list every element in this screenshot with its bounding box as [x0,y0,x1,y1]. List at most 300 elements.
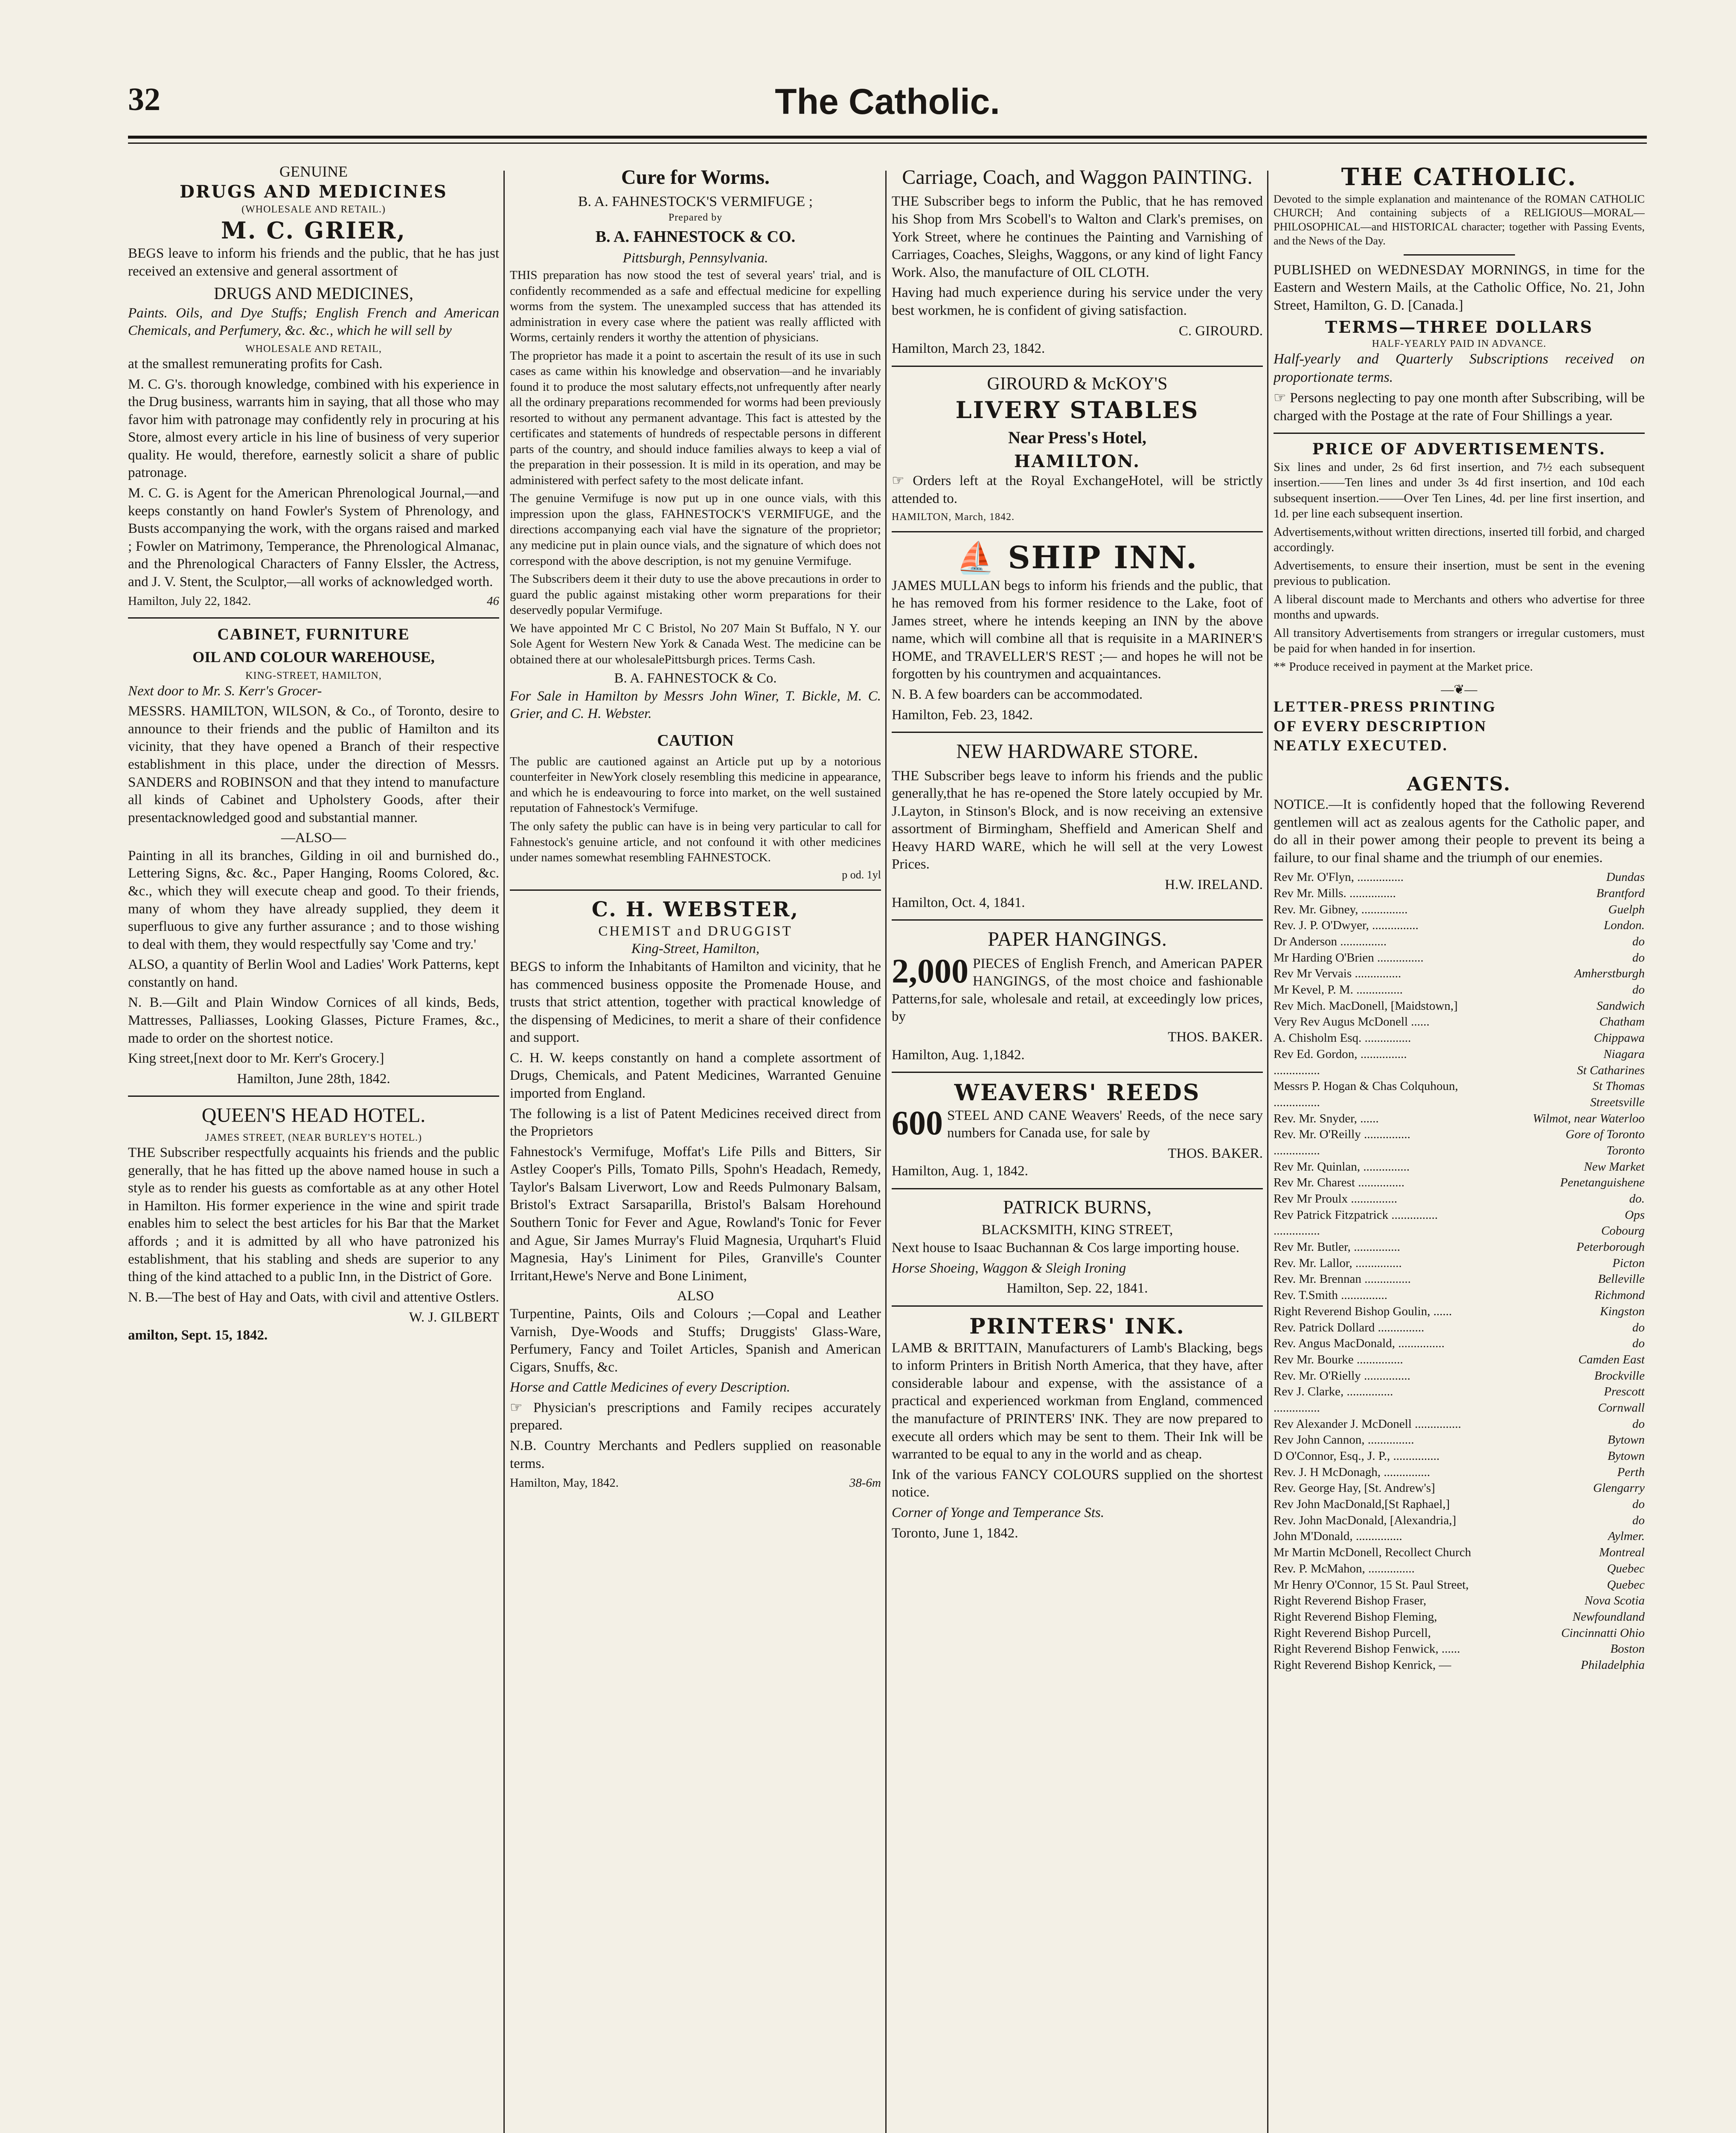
agent-name: Dr Anderson ............... [1274,935,1387,949]
agent-name: Rev. T.Smith ............... [1274,1288,1387,1302]
ad-patrick-burns [892,1195,1263,1298]
ad-paragraph: The proprietor has made it a point to ascertain the result of its use in such cases as came within his knowledge and observation—and he invariably found it to produce the most salutary effects,not unfrequently after nearly all the ordinary preparations recommended for worms had been previously resorted to without any permanent advantage. This fact is attested by the certificates and statements of hundreds of respectable persons in different parts of the country, and should induce families always to keep a vial of the preparation in their possession. It is mild in its operation, and may be administered with perfect safety to the most delicate infant. [510,349,881,487]
column-3 [892,162,1263,2133]
agent-name: Rev Alexander J. McDonell ............... [1274,1417,1461,1431]
agent-name: Right Reverend Bishop Fraser, [1274,1594,1427,1608]
separator [892,1188,1263,1189]
agent-name: Messrs P. Hogan & Chas Colquhoun, [1274,1079,1458,1093]
agent-row [1274,1609,1645,1625]
ad-paragraph: Horse Shoeing, Waggon & Sleigh Ironing [892,1260,1126,1276]
ad-paragraph: A liberal discount made to Merchants and others who advertise for three months and upwards. [1274,592,1645,622]
ad-text: Orders left at the Royal ExchangeHotel, will be strictly attended to. [892,473,1263,506]
agent-place: Penetanguishene [1560,1176,1645,1190]
ad-paragraph: Horse and Cattle Medicines of every Description. [510,1380,791,1395]
ad-terms: TERMS—THREE DOLLARS [1325,317,1594,337]
separator [1274,433,1645,434]
agent-row [1274,1030,1645,1046]
agent-place: do. [1629,1192,1645,1206]
agent-name: Mr Harding O'Brien ............... [1274,950,1424,965]
ad-queens-head [128,1103,499,1344]
column-4 [1274,162,1645,2133]
agent-row [1274,1400,1645,1416]
agent-name: Rev Mr. O'Flyn, ............... [1274,870,1404,884]
agent-place: Toronto [1606,1143,1645,1157]
agent-place: Dundas [1606,870,1645,884]
agent-row [1274,1625,1645,1642]
agent-name: ............... [1274,1224,1320,1238]
agent-row [1274,1448,1645,1465]
agent-name: D O'Connor, Esq., J. P., ............... [1274,1449,1440,1463]
agent-row [1274,1416,1645,1433]
agent-name: Right Reverend Bishop Fenwick, ...... [1274,1642,1460,1656]
agent-name: ............... [1274,1095,1320,1109]
ad-paragraph: The public are cautioned against an Article put up by a notorious counterfeiter in NewYork closely resembling this medicine in appearance, and which he is endeavouring to force into market, on the well sustained reputation of Fahnestock's Vermifuge. [510,754,881,815]
agent-place: do [1632,1320,1645,1334]
ad-paragraph: Having had much experience during his service under the very best workmen, he is confident of giving satisfaction. [892,285,1263,318]
ad-paragraph [892,952,1263,1026]
pointing-hand-icon: ☞ [510,1400,534,1415]
agent-row [1274,1480,1645,1497]
agent-row [1274,1239,1645,1255]
agent-row [1274,1078,1645,1095]
agent-place: Bytown [1608,1433,1645,1447]
agent-row [1274,902,1645,918]
ad-webster [510,897,881,1491]
agent-name: Rev John Cannon, ............... [1274,1433,1414,1447]
ad-title: PATRICK BURNS, [1003,1196,1152,1218]
ad-paragraph: M. C. G's. thorough knowledge, combined with his experience in the Drug business, warrants him in saying, that all those who may favor him with patronage may confidently rely in procuring at his Store, almost every article in his line of business of very superior quality. He would, therefore, earnestly solicit a share of public patronage. [128,376,499,481]
ad-paragraph: DRUGS AND MEDICINES, [214,284,413,303]
ad-weavers-reeds [892,1079,1263,1180]
ad-paragraph: All transitory Advertisements from strangers or irregular customers, must be paid for when handed in for insertion. [1274,626,1645,656]
ad-date: Hamilton, Aug. 1, 1842. [892,1163,1028,1179]
ad-paragraph: N. B.—Gilt and Plain Window Cornices of all kinds, Beds, Mattresses, Palliasses, Looking Glasses, Picture Frames, &c., made to order on the shortest notice. [128,995,499,1046]
ad-paragraph: For Sale in Hamilton by Messrs John Winer, T. Bickle, M. C. Grier, and C. H. Webster. [510,688,881,722]
ad-title: LETTER-PRESS PRINTING [1274,698,1497,715]
ad-title: CAUTION [657,732,734,750]
agent-name: Rev. Mr. O'Rielly ............... [1274,1369,1410,1383]
column-divider [885,171,887,2133]
ad-paragraph: THE Subscriber begs to inform the Public, that he has removed his Shop from Mrs Scobell's to Walton and Clark's premises, on York Street, where he continues the Painting and Varnishing of Carriages, Coaches, Sleighs, Waggons, or any kind of light Fancy Work. Also, the manufacture of OIL CLOTH. [892,194,1263,280]
agent-name: Rev. Patrick Dollard ............... [1274,1320,1425,1334]
agent-place: Quebec [1607,1578,1645,1592]
masthead [128,81,1647,128]
agent-row [1274,950,1645,966]
ad-paragraph [892,1104,1263,1142]
agent-place: Ops [1625,1208,1645,1222]
ad-date: Hamilton, June 28th, 1842. [237,1071,390,1087]
agent-row [1274,998,1645,1014]
agent-place: Glengarry [1593,1481,1645,1495]
ad-paragraph: Fahnestock's Vermifuge, Moffat's Life Pills and Bitters, Sir Astley Cooper's Pills, Tomato Pills, Spohn's Headach, Remedy, Taylor's Balsam Liverwort, Low and Reeds Pulmonary Balsam, Bristol's Extract Sarsaparilla, Bristol's Balsam Horehound Southern Tonic for Fever and Ague, Rowland's Tonic for Fever and Ague, Sir James Murray's Fluid Magnesia, Urquhart's Fluid Magnesia, Hay's Liniment for Piles, Granville's Counter Irritant,Hewe's Nerve and Bone Liniment, [510,1144,881,1284]
column-1 [128,162,499,2133]
agent-name: ............... [1274,1401,1320,1415]
ad-signature: W. J. GILBERT [409,1310,499,1325]
agent-place: Nova Scotia [1585,1594,1645,1608]
ad-title: C. H. WEBSTER, [591,898,800,922]
ad-date: Hamilton, Oct. 4, 1841. [892,895,1025,910]
agent-name: Rev. Mr. O'Reilly ............... [1274,1128,1410,1142]
ad-kicker: GENUINE [279,163,348,180]
ad-title: NEW HARDWARE STORE. [956,740,1198,763]
ad-title: PRINTERS' INK. [969,1313,1185,1339]
ad-terms: HALF-YEARLY PAID IN ADVANCE. [1372,338,1547,350]
agent-place: Bytown [1608,1449,1645,1463]
page-number: 32 [128,81,160,117]
paper-info [1274,162,1645,425]
agent-row [1274,1352,1645,1368]
agent-row [1274,1545,1645,1561]
agent-place: Prescott [1604,1385,1645,1399]
agent-place: Chatham [1599,1015,1645,1029]
ad-paragraph: JAMES MULLAN begs to inform his friends and the public, that he has removed from his former residence to the Lake, foot of James street, where he intends keeping an INN by the above name, which will combine all that is requisite in a MARINER'S HOME, and TRAVELLER'S REST ;— and hopes he will not be forgotten by his countrymen and acquaintances. [892,578,1263,682]
ad-title: PAPER HANGINGS. [988,928,1167,951]
ad-title: LIVERY STABLES [955,396,1199,424]
agent-row [1274,1641,1645,1657]
ad-signature: B. A. FAHNESTOCK & Co. [614,671,777,686]
agent-place: Wilmot, near Waterloo [1532,1111,1645,1125]
agent-name: Rev. Mr. Gibney, ............... [1274,902,1408,916]
separator [1404,254,1515,256]
agent-place: Aylmer. [1608,1529,1645,1543]
agent-name: Rev. Mr. Lallor, ............... [1274,1256,1402,1270]
ad-paragraph: The genuine Vermifuge is now put up in one ounce vials, with this impression upon the glass, FAHNESTOCK'S VERMIFUGE, and the directions accompanying each vial have the signature of the proprietor; any medicine put in plain ounce vials, and the signature of which does not correspond with the above description, is not my genuine Vermifuge. [510,491,881,568]
ad-title-text: SHIP INN. [1008,539,1198,575]
ad-paragraph: King street,[next door to Mr. Kerr's Grocery.] [128,1051,384,1066]
agent-row [1274,934,1645,950]
agent-place: do [1632,935,1645,949]
ad-date: Toronto, June 1, 1842. [892,1525,1018,1541]
agent-place: Camden East [1578,1352,1645,1366]
ad-subtitle: CHEMIST and DRUGGIST [598,923,793,939]
agent-place: Montreal [1599,1546,1645,1560]
ad-livery [892,373,1263,523]
ad-paragraph: Turpentine, Paints, Oils and Colours ;—Copal and Leather Varnish, Dye-Woods and Stuffs; Druggists' Glass-Ware, Perfumery, Fancy and Toilet Articles, Spanish and American Cigars, Snuffs, &c. [510,1306,881,1375]
ad-date: Hamilton, March 23, 1842. [892,341,1045,357]
agent-row [1274,1384,1645,1400]
agent-place: Kingston [1600,1304,1645,1318]
ad-paragraph: ALSO, a quantity of Berlin Wool and Ladies' Work Patterns, kept constantly on hand. [128,957,499,990]
ad-paragraph: —ALSO— [281,830,346,846]
agent-name: Right Reverend Bishop Kenrick, — [1274,1658,1451,1672]
ad-paragraph: Advertisements,without written directions, inserted till forbid, and charged accordingly. [1274,525,1645,555]
ad-signature: THOS. BAKER. [1168,1029,1263,1045]
agent-place: Sandwich [1596,999,1645,1013]
agent-place: Quebec [1607,1561,1645,1575]
ad-title: WEAVERS' REEDS [954,1080,1201,1106]
agent-name: Mr Henry O'Connor, 15 St. Paul Street, [1274,1578,1469,1592]
ad-title: Carriage, Coach, and Waggon PAINTING. [902,166,1253,189]
ad-cabinet [128,625,499,1088]
agent-row [1274,918,1645,934]
agent-place: Gore of Toronto [1565,1128,1645,1142]
agent-row [1274,1063,1645,1079]
agent-name: Rev. J. H McDonagh, ............... [1274,1465,1431,1479]
ad-paragraph: at the smallest remunerating profits for Cash. [128,356,383,372]
ad-place: King-Street, Hamilton, [631,941,760,957]
ad-title: AGENTS. [1407,773,1512,795]
agent-row [1274,1159,1645,1175]
ad-text: STEEL AND CANE Weavers' Reeds, of the nece sary numbers for Canada use, for sale by [947,1107,1263,1141]
agent-place: Cornwall [1598,1401,1645,1415]
ad-paragraph: C. H. W. keeps constantly on hand a complete assortment of Drugs, Chemicals, and Patent Medicines, Warranted Genuine imported from England. [510,1050,881,1101]
agent-place: London. [1604,918,1645,933]
ad-paragraph [1274,389,1645,425]
pointing-hand-icon: ☞ [1274,390,1290,406]
ad-date: HAMILTON, March, 1842. [892,511,1015,523]
agent-row [1274,869,1645,886]
ad-paragraph [510,1399,881,1435]
agent-row [1274,1336,1645,1352]
agent-row [1274,1287,1645,1304]
agent-name: ............... [1274,1063,1320,1077]
ad-title: OF EVERY DESCRIPTION [1274,717,1487,735]
ad-subtitle: B. A. FAHNESTOCK'S VERMIFUGE ; [578,194,813,210]
agent-row [1274,1561,1645,1577]
agent-list [1274,869,1645,1673]
agent-place: Boston [1610,1642,1645,1656]
ad-date: amilton, Sept. 15, 1842. [128,1327,268,1343]
separator [892,919,1263,921]
ad-paragraph: THE Subscriber respectfully acquaints his friends and the public generally, that he has fitted up the above named house in such a style as to render his guests as comfortable as at any other Hotel in Hamilton. His former experience in the wine and spirit trade enables him to select the best articles for his Bar that the Market affords ; and it is admitted by all who have patronized his establishment, that his stabling and sheds are superior to any thing of the kind attached to a public Inn, in the District of Gore. [128,1145,499,1285]
ad-code: 38-6m [849,1476,881,1490]
ad-paragraph: BEGS leave to inform his friends and the public, that he has just received an extensive and general assortment of [128,246,499,279]
ad-caution [510,731,881,882]
ad-paragraph: PUBLISHED on WEDNESDAY MORNINGS, in time for the Eastern and Western Mails, at the Catholic Office, No. 21, John Street, Hamilton, G. D. [Canada.] [1274,262,1645,313]
ad-paragraph: ALSO [677,1288,714,1304]
ad-ship-inn [892,538,1263,724]
ad-title: Cure for Worms. [621,166,770,189]
separator [892,366,1263,367]
agent-place: do [1632,1513,1645,1527]
ad-subtitle: Prepared by [668,212,723,224]
ad-paragraph: We have appointed Mr C C Bristol, No 207 Main St Buffalo, N Y. our Sole Agent for Western New York & Canada West. The medicine can be obtained there at our wholesalePittsburgh prices. Terms Cash. [510,621,881,666]
ad-paragraph: ** Produce received in payment at the Market price. [1274,660,1533,674]
separator [892,1072,1263,1073]
agent-name: Right Reverend Bishop Purcell, [1274,1626,1431,1640]
agent-row [1274,1095,1645,1111]
agent-name: Right Reverend Bishop Fleming, [1274,1610,1437,1624]
agent-place: Chippawa [1594,1031,1645,1045]
separator [128,1096,499,1097]
agent-row [1274,1497,1645,1513]
agent-row [1274,1191,1645,1207]
agent-name: Rev. Mr. Brennan ............... [1274,1272,1411,1286]
agent-name: A. Chisholm Esq. ............... [1274,1031,1411,1045]
agent-row [1274,1271,1645,1287]
ad-paragraph: Six lines and under, 2s 6d first insertion, and 7½ each subsequent insertion.——Ten lines and under 3s 4d first insertion, and 10d each subsequent insertion.——Over Ten Lines, 4d. per line first insertion, and 1d. per line each subsequent insertion. [1274,460,1645,521]
ad-title [892,538,1263,577]
agent-row [1274,1513,1645,1529]
agent-row [1274,1127,1645,1143]
agent-place: do [1632,983,1645,997]
ad-city: HAMILTON. [1014,451,1141,471]
ad-paragraph: Ink of the various FANCY COLOURS supplied on the shortest notice. [892,1467,1263,1500]
agent-name: Mr Kevel, P. M. ............... [1274,983,1403,997]
agent-place: do [1632,1337,1645,1351]
ad-big-number: 2,000 [892,952,968,990]
ad-hardware [892,739,1263,912]
agent-row [1274,1577,1645,1593]
agent-name: Rev Patrick Fitzpatrick ............... [1274,1208,1438,1222]
agent-name: Rev. J. P. O'Dwyer, ............... [1274,918,1419,933]
ad-printers-ink [892,1313,1263,1542]
agent-name: Rev. Mr. Snyder, ...... [1274,1111,1379,1125]
agent-name: Rev John MacDonald,[St Raphael,] [1274,1497,1450,1511]
agent-place: Picton [1612,1256,1645,1270]
ad-paragraph: Painting in all its branches, Gilding in oil and burnished do., Lettering Signs, &c. &c., Paper Hanging, Rooms Colored, &c. &c., which they will execute cheap and good. To their friends, many of whom they have already supplied, they deem it superfluous to give any further assurance ; and to those wishing to deal with them, they would respectfully say 'Come and try.' [128,848,499,952]
ad-big-number: 600 [892,1104,943,1142]
separator [892,732,1263,733]
agent-place: St Catharines [1577,1063,1645,1077]
agent-place: Belleville [1598,1272,1645,1286]
agent-place: do [1632,1417,1645,1431]
agent-row [1274,1593,1645,1609]
agent-row [1274,1304,1645,1320]
pointing-hand-icon: ☞ [892,473,913,489]
ad-subtitle: KING-STREET, HAMILTON, [245,670,382,682]
ad-title: PRICE OF ADVERTISEMENTS. [1312,440,1606,459]
ad-paragraph: Devoted to the simple explanation and maintenance of the ROMAN CATHOLIC CHURCH; And containing subjects of a RELIGIOUS—MORAL—PHILOSOPHICAL—and HISTORICAL character; together with Passing Events, and the News of the Day. [1274,192,1645,247]
ad-text: PIECES of English French, and American PAPER HANGINGS, of the most choice and fashionable Patterns,for sale, wholesale and retail, at exceedingly low prices, by [892,956,1263,1025]
ad-title: DRUGS AND MEDICINES [180,182,448,202]
separator [892,1305,1263,1307]
ad-title: GIROURD & McKOY'S [987,374,1168,394]
ad-signature: THOS. BAKER. [1168,1145,1263,1161]
ad-vermifuge [510,165,881,723]
column-divider [503,171,505,2133]
agent-row [1274,1223,1645,1239]
agent-name: Rev Mr. Mills. ............... [1274,886,1396,900]
ad-title: THE CATHOLIC. [1341,163,1577,191]
ad-paragraph: Advertisements, to ensure their insertion, must be sent in the evening previous to publication. [1274,558,1645,588]
agent-place: Brantford [1596,886,1645,900]
ad-paragraph: BEGS to inform the Inhabitants of Hamilton and vicinity, that he has commenced business opposite the Promenade House, and trusts that strict attention, together with practical knowledge of the dispensing of Medicines, to merit a share of their confidence and support. [510,959,881,1046]
ad-date: Hamilton, Feb. 23, 1842. [892,707,1033,723]
agent-name: Rev Mr. Charest ............... [1274,1176,1405,1190]
ad-firm: B. A. FAHNESTOCK & CO. [595,227,796,246]
agent-place: Peterborough [1576,1240,1645,1254]
ad-drugs [128,162,499,610]
agent-place: Newfoundland [1572,1610,1645,1624]
ad-paragraph: The following is a list of Patent Medicines received direct from the Proprietors [510,1106,881,1139]
agent-name: Rev Mr. Quinlan, ............... [1274,1159,1410,1174]
agent-name: Right Reverend Bishop Goulin, ...... [1274,1304,1452,1318]
agent-name: Very Rev Augus McDonell ...... [1274,1015,1430,1029]
agent-place: Streetsville [1590,1095,1645,1109]
agent-row [1274,1111,1645,1127]
newspaper-title: The Catholic. [775,81,1000,122]
ad-title: QUEEN'S HEAD HOTEL. [201,1104,426,1127]
ad-paragraph: N. B.—The best of Hay and Oats, with civil and attentive Ostlers. [128,1289,499,1305]
ad-merchant-name: M. C. GRIER, [221,216,407,244]
header-rule-thick [128,136,1647,139]
agent-place: Philadelphia [1581,1658,1645,1672]
agent-name: Rev Mr Proulx ............... [1274,1192,1397,1206]
ad-paragraph: N. B. A few boarders can be accommodated. [892,686,1143,702]
ad-text: Persons neglecting to pay one month after Subscribing, will be charged with the Postage at the rate of Four Shillings a year. [1274,390,1645,424]
agent-row [1274,1175,1645,1191]
ad-paragraph: Paints. Oils, and Dye Stuffs; English French and American Chemicals, and Perfumery, &c. &c., which he will sell by [128,305,499,339]
ad-paragraph: Corner of Yonge and Temperance Sts. [892,1505,1105,1520]
agent-place: Richmond [1594,1288,1645,1302]
ad-title: OIL AND COLOUR WAREHOUSE, [192,648,435,666]
ad-subtitle: BLACKSMITH, KING STREET, [981,1222,1173,1238]
agent-place: do [1632,950,1645,965]
agent-row [1274,982,1645,998]
ad-paragraph: The only safety the public can have is in being very particular to call for Fahnestock's genuine article, and not confound it with other medicines under names somewhat resembling FAHNESTOCK. [510,819,881,865]
separator [510,889,881,891]
agent-name: Rev Mich. MacDonell, [Maidstown,] [1274,999,1458,1013]
agent-row [1274,1207,1645,1223]
agent-place: Cobourg [1601,1224,1645,1238]
agent-name: Rev Mr Vervais ............... [1274,967,1402,981]
separator [892,531,1263,532]
ad-date: Hamilton, Sep. 22, 1841. [1006,1281,1148,1296]
ad-paragraph: MESSRS. HAMILTON, WILSON, & Co., of Toronto, desire to announce to their friends and the public of Hamilton and its vicinity, that they have opened a Branch of their respective establishment in this place, under the direction of Messrs. SANDERS and ROBINSON and that they intend to manufacture all kinds of Cabinet and Upholstery Goods, after their presentacknowledged good and substantial manner. [128,703,499,825]
agent-row [1274,1432,1645,1448]
ad-date: Hamilton, July 22, 1842. [128,594,251,608]
letterpress-notice [1274,697,1645,755]
ad-paragraph: M. C. G. is Agent for the American Phrenological Journal,—and keeps constantly on hand Fowler's System of Phrenology, and Busts accompanying the work, with the organs raised and marked ; Fowler on Matrimony, Temperance, the Phrenological Almanac, and the Phrenological Characters of Fanny Elssler, the Actress, and J. V. Stent, the Sculptor,—all works of acknowledged worth. [128,485,499,590]
agent-row [1274,1529,1645,1545]
ad-text: Physician's prescriptions and Family recipes accurately prepared. [510,1400,881,1433]
ad-paragraph: The Subscribers deem it their duty to use the above precautions in order to guard the public against mistaking other worm preparations for their deservedly popular Vermifuge. [510,572,881,617]
agent-row [1274,1368,1645,1384]
agent-row [1274,1014,1645,1030]
separator [128,617,499,619]
agent-row [1274,1320,1645,1336]
agent-name: Rev Mr. Bourke ............... [1274,1352,1403,1366]
agent-name: Rev. P. McMahon, ............... [1274,1561,1415,1575]
ad-paragraph [892,472,1263,508]
ad-paragraph: Next door to Mr. S. Kerr's Grocer- [128,683,322,699]
ad-date: Hamilton, May, 1842. [510,1476,619,1490]
ad-title: NEATLY EXECUTED. [1274,737,1448,754]
agent-place: do [1632,1497,1645,1511]
ad-place: Pittsburgh, Pennsylvania. [622,250,768,266]
ad-painting [892,165,1263,358]
agent-place: Niagara [1603,1047,1645,1061]
ad-signature: H.W. IRELAND. [1165,877,1263,893]
ad-paragraph: Next house to Isaac Buchannan & Cos large importing house. [892,1240,1240,1255]
ad-paragraph: Half-yearly and Quarterly Subscriptions received on proportionate terms. [1274,351,1645,386]
agent-name: Rev Ed. Gordon, ............... [1274,1047,1407,1061]
agent-row [1274,1657,1645,1674]
agent-name: Rev. George Hay, [St. Andrew's] [1274,1481,1435,1495]
ad-signature: C. GIROURD. [1178,323,1263,339]
ad-title: CABINET, FURNITURE [217,625,410,644]
agent-name: Rev. John MacDonald, [Alexandria,] [1274,1513,1457,1527]
agent-row [1274,1255,1645,1272]
agent-row [1274,1143,1645,1159]
agent-row [1274,966,1645,982]
column-divider [1267,171,1268,2133]
agent-place: Guelph [1608,902,1645,916]
ad-subtitle: JAMES STREET, (NEAR BURLEY'S HOTEL.) [205,1132,422,1143]
ornament-icon: —❦— [1441,683,1477,697]
column-2 [510,162,881,2133]
agent-name: Rev Mr. Butler, ............... [1274,1240,1400,1254]
agents [1274,773,1645,1674]
ad-paragraph: THE Subscriber begs leave to inform his friends and the public generally,that he has re-opened the Store lately occupied by Mr. J.Layton, in Stinson's Block, and is now receiving an extensive assortment of Birmingham, Sheffield and American Shelf and Heavy HARD WARE, which he will sell at the very Lowest Prices. [892,768,1263,872]
agent-name: Mr Martin McDonell, Recollect Church [1274,1546,1471,1560]
ad-paper-hangings [892,927,1263,1064]
agent-name: Rev. Angus MacDonald, ............... [1274,1337,1445,1351]
agent-place: Amherstburgh [1574,967,1645,981]
agent-place: Brockville [1594,1369,1645,1383]
ad-subtitle: Near Press's Hotel, [1008,427,1146,447]
